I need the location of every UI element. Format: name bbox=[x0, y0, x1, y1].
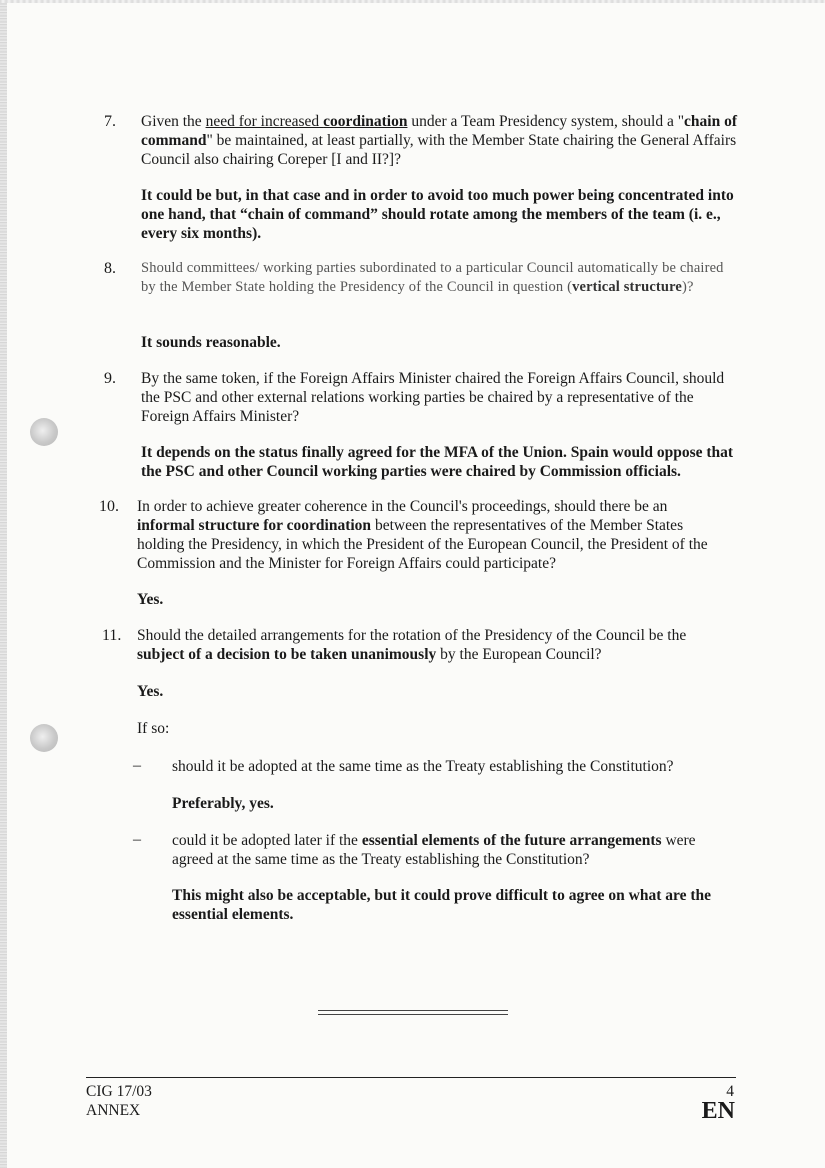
item-number: 8. bbox=[104, 260, 116, 277]
if-so-label: If so: bbox=[137, 720, 170, 737]
end-separator bbox=[318, 1010, 508, 1011]
language-code: EN bbox=[701, 1098, 735, 1124]
answer-10: Yes. bbox=[137, 591, 164, 608]
bold-term: informal structure for coordination bbox=[137, 517, 372, 534]
sub-answer-1: Preferably, yes. bbox=[172, 795, 274, 812]
item-number: 9. bbox=[104, 370, 116, 387]
sub-answer-2: This might also be acceptable, but it could prove difficult to agree on what are the essential elements. bbox=[172, 887, 712, 923]
page-number: 4 bbox=[726, 1083, 734, 1100]
answer-7: It could be but, in that case and in order to avoid too much power being concentrated into one hand, that “chain of command” should rotate among the members of the team (i. e., every six months). bbox=[141, 187, 734, 242]
punch-hole-bottom bbox=[30, 724, 58, 752]
footer-annex: ANNEX bbox=[86, 1102, 141, 1119]
question-10: In order to achieve greater coherence in the Council's proceedings, should there be an informal structure for coordination between the representatives of the Member States holding the Presidency, in which the President of the European Council, the President of the Commission and the Minister for Foreign Affairs could participate? bbox=[137, 498, 708, 572]
sub-question-1: should it be adopted at the same time as the Treaty establishing the Constitution? bbox=[172, 758, 674, 775]
end-separator bbox=[318, 1014, 508, 1015]
bold-term: chain of command bbox=[141, 113, 738, 149]
question-7: Given the need for increased coordination under a Team Presidency system, should a "chain of command" be maintained, at least partially, with the Member State chairing the General Affairs Council also chairing Coreper [I and II?]? bbox=[141, 113, 738, 168]
scan-edge bbox=[0, 0, 7, 1168]
dash-bullet: – bbox=[133, 831, 141, 848]
answer-9: It depends on the status finally agreed for the MFA of the Union. Spain would oppose that the PSC and other Council working parties were chaired by Commission officials. bbox=[141, 444, 734, 480]
bold-term: vertical structure bbox=[572, 279, 683, 295]
question-8: Should committees/ working parties subordinated to a particular Council automatically be chaired by the Member State holding the Presidency of the Council in question (vertical structure)? bbox=[141, 260, 724, 295]
answer-11: Yes. bbox=[137, 683, 164, 700]
answer-8: It sounds reasonable. bbox=[141, 334, 281, 351]
item-number: 7. bbox=[104, 113, 116, 130]
question-9: By the same token, if the Foreign Affairs Minister chaired the Foreign Affairs Council, should the PSC and other external relations working parties be chaired by a representative of the Foreign Affairs Minister? bbox=[141, 370, 725, 425]
underlined-keyword: coordination bbox=[323, 113, 408, 130]
item-number: 11. bbox=[102, 627, 122, 644]
dash-bullet: – bbox=[133, 757, 141, 774]
bold-term: essential elements of the future arrangements bbox=[361, 832, 662, 849]
question-11: Should the detailed arrangements for the rotation of the Presidency of the Council be the subject of a decision to be taken unanimously by the European Council? bbox=[137, 627, 687, 663]
item-number: 10. bbox=[99, 498, 119, 515]
footer-ref: CIG 17/03 bbox=[86, 1083, 152, 1100]
bold-term: subject of a decision to be taken unanimously bbox=[137, 646, 437, 663]
footer-rule bbox=[86, 1077, 736, 1078]
punch-hole-top bbox=[30, 418, 58, 446]
sub-question-2: could it be adopted later if the essential elements of the future arrangements were agreed at the same time as the Treaty establishing the Constitution? bbox=[172, 832, 696, 868]
scan-top-edge bbox=[0, 0, 825, 3]
underlined-phrase: need for increased bbox=[205, 113, 324, 130]
